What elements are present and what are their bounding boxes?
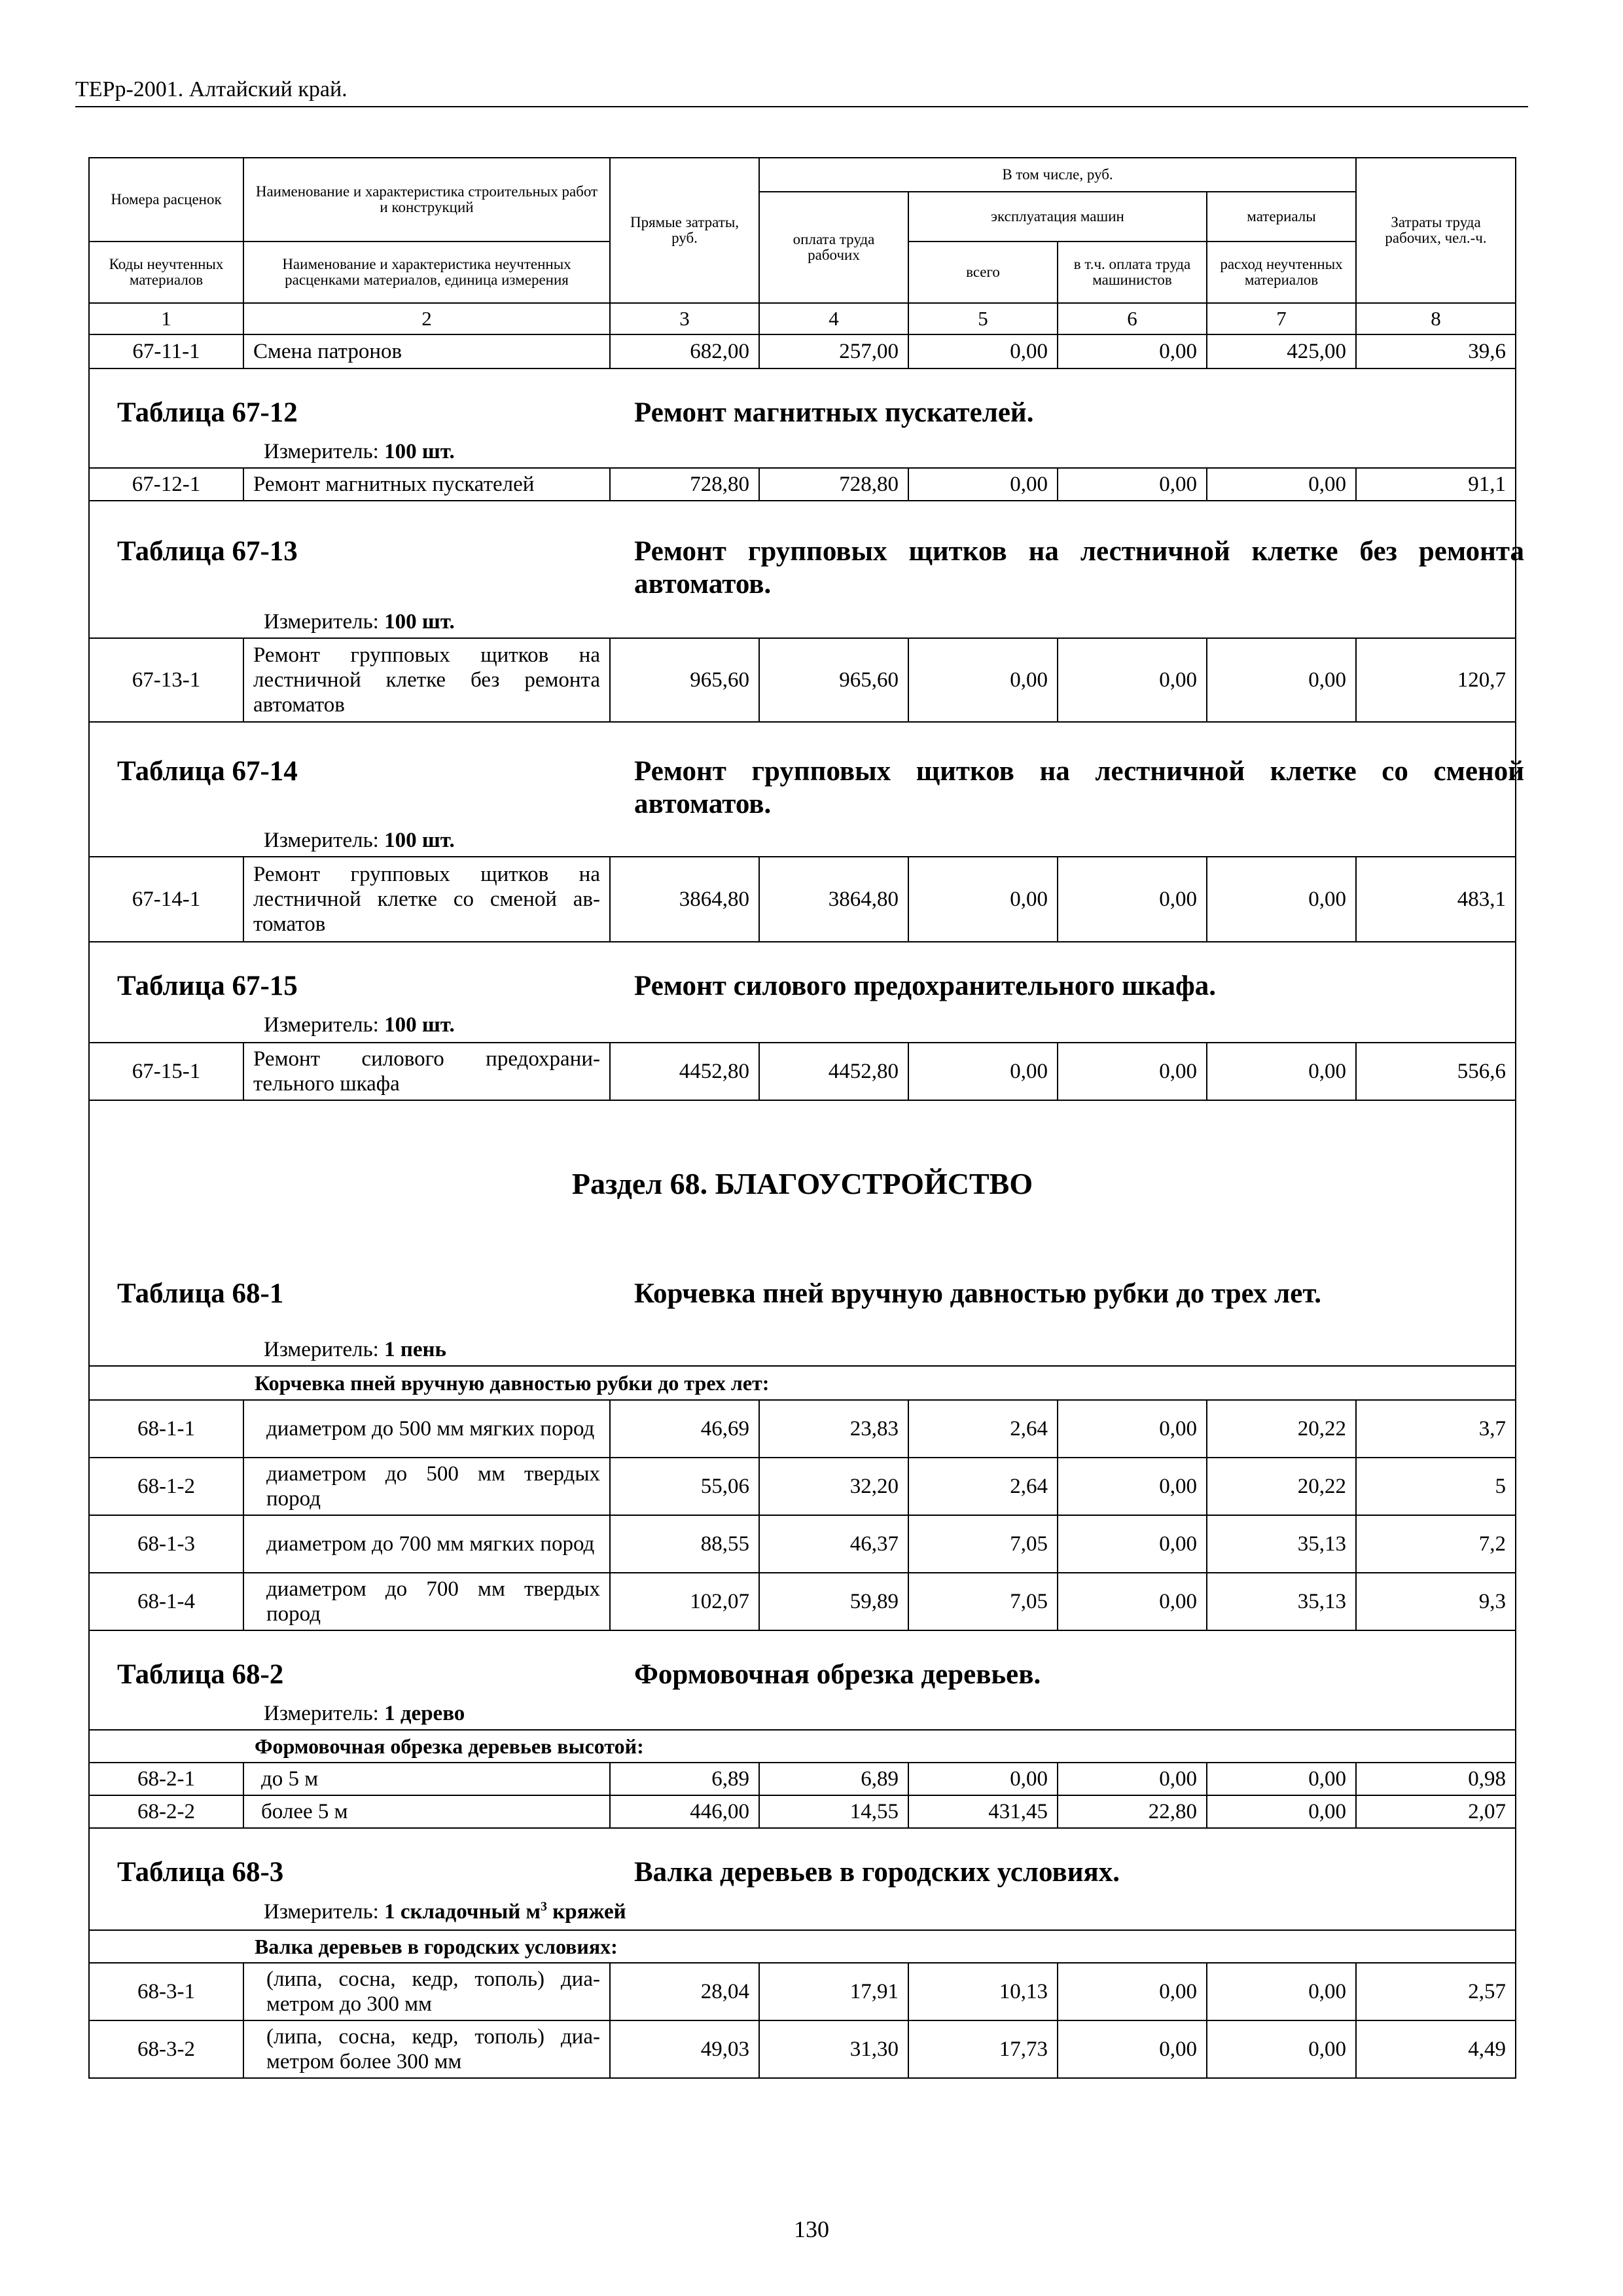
rate-code: 67-12-1 bbox=[89, 468, 243, 501]
table-label: Таблица 67-13 bbox=[117, 536, 298, 567]
rate-value: 0,00 bbox=[1207, 468, 1356, 501]
rate-value: 0,98 bbox=[1356, 1763, 1516, 1795]
rate-value: 88,55 bbox=[610, 1515, 759, 1573]
rate-value: 965,60 bbox=[759, 638, 908, 722]
rate-value: 32,20 bbox=[759, 1458, 908, 1515]
table-row bbox=[89, 334, 1516, 368]
rate-value: 0,00 bbox=[1058, 1458, 1207, 1515]
col-number: 3 bbox=[610, 303, 759, 334]
rate-value: 0,00 bbox=[1058, 1515, 1207, 1573]
rate-value: 23,83 bbox=[759, 1400, 908, 1458]
rate-value: 39,6 bbox=[1356, 334, 1516, 368]
rate-value: 91,1 bbox=[1356, 468, 1516, 501]
table-label: Таблица 68-2 bbox=[117, 1659, 284, 1690]
rate-value: 35,13 bbox=[1207, 1573, 1356, 1630]
rate-value: 0,00 bbox=[1058, 1763, 1207, 1795]
rate-code: 68-3-2 bbox=[89, 2020, 243, 2078]
measure-unit: Измеритель: 1 пень bbox=[264, 1338, 446, 1361]
rate-value: 556,6 bbox=[1356, 1043, 1516, 1100]
rate-value: 0,00 bbox=[1058, 638, 1207, 722]
rate-value: 728,80 bbox=[759, 468, 908, 501]
table-label: Таблица 67-12 bbox=[117, 397, 298, 428]
rate-value: 0,00 bbox=[1058, 2020, 1207, 2078]
rate-value: 0,00 bbox=[908, 468, 1058, 501]
rate-code: 68-1-2 bbox=[89, 1458, 243, 1515]
rate-value: 7,05 bbox=[908, 1573, 1058, 1630]
col-header-material-names: Наименование и характеристика неучтенных расценками материалов, единица измерения bbox=[243, 242, 610, 303]
table-title-row bbox=[89, 722, 1516, 857]
rate-value: 0,00 bbox=[1207, 1963, 1356, 2020]
rate-value: 0,00 bbox=[908, 334, 1058, 368]
col-header-materials: материалы bbox=[1207, 192, 1356, 242]
rate-value: 0,00 bbox=[1058, 857, 1207, 942]
col-number: 4 bbox=[759, 303, 908, 334]
measure-unit: Измеритель: 100 шт. bbox=[264, 440, 455, 463]
table-row bbox=[89, 2020, 1516, 2078]
table-row bbox=[89, 1043, 1516, 1100]
col-header-work-name: Наименование и характеристика строительных работ и конструкций bbox=[243, 158, 610, 242]
measure-unit: Измеритель: 100 шт. bbox=[264, 610, 455, 634]
col-number: 6 bbox=[1058, 303, 1207, 334]
rates-table-wrapper bbox=[88, 157, 1524, 2079]
rate-name: диаметром до 700 мм твердых пород bbox=[243, 1573, 610, 1630]
group-title: Корчевка пней вручную давностью рубки до трех лет: bbox=[89, 1366, 1516, 1400]
rate-code: 68-2-2 bbox=[89, 1795, 243, 1828]
table-title: Корчевка пней вручную давностью рубки до трех лет. bbox=[634, 1278, 1321, 1309]
rate-name: (липа, сосна, кедр, тополь) диаметром более 300 мм bbox=[243, 2020, 610, 2078]
rate-value: 7,05 bbox=[908, 1515, 1058, 1573]
rate-value: 0,00 bbox=[908, 638, 1058, 722]
col-header-direct-costs: Прямые затраты, руб. bbox=[610, 158, 759, 303]
group-title: Валка деревьев в городских условиях: bbox=[89, 1930, 1516, 1963]
rate-value: 425,00 bbox=[1207, 334, 1356, 368]
rate-name: Ремонт групповых щитков на лестничной клетке без ремонта автоматов bbox=[243, 638, 610, 722]
table-row bbox=[89, 857, 1516, 942]
measure-unit: Измеритель: 1 дерево bbox=[264, 1702, 465, 1725]
rate-code: 67-11-1 bbox=[89, 334, 243, 368]
rate-code: 68-2-1 bbox=[89, 1763, 243, 1795]
rate-value: 682,00 bbox=[610, 334, 759, 368]
rate-value: 0,00 bbox=[908, 1043, 1058, 1100]
rate-value: 0,00 bbox=[1058, 1573, 1207, 1630]
rate-value: 102,07 bbox=[610, 1573, 759, 1630]
rate-value: 0,00 bbox=[1058, 1963, 1207, 2020]
rate-name: Ремонт магнитных пускателей bbox=[243, 468, 610, 501]
rate-code: 68-3-1 bbox=[89, 1963, 243, 2020]
table-row bbox=[89, 1515, 1516, 1573]
table-title-row bbox=[89, 1630, 1516, 1730]
rate-value: 257,00 bbox=[759, 334, 908, 368]
rate-value: 0,00 bbox=[1058, 1400, 1207, 1458]
table-row bbox=[89, 1400, 1516, 1458]
rate-value: 0,00 bbox=[1207, 638, 1356, 722]
col-header-rate-numbers: Номера расценок bbox=[89, 158, 243, 242]
rate-value: 46,69 bbox=[610, 1400, 759, 1458]
table-label: Таблица 67-15 bbox=[117, 971, 298, 1001]
group-title: Формовочная обрезка деревьев высотой: bbox=[89, 1730, 1516, 1763]
table-label: Таблица 68-1 bbox=[117, 1278, 284, 1309]
rate-value: 5 bbox=[1356, 1458, 1516, 1515]
rate-name: до 5 м bbox=[243, 1763, 610, 1795]
col-number: 1 bbox=[89, 303, 243, 334]
table-title-row bbox=[89, 368, 1516, 468]
table-title: Валка деревьев в городских условиях. bbox=[634, 1857, 1120, 1888]
rate-name: диаметром до 500 мм мягких пород bbox=[243, 1400, 610, 1458]
rate-value: 0,00 bbox=[1207, 1763, 1356, 1795]
rate-value: 0,00 bbox=[908, 857, 1058, 942]
rate-value: 46,37 bbox=[759, 1515, 908, 1573]
table-row bbox=[89, 468, 1516, 501]
rate-value: 0,00 bbox=[1207, 2020, 1356, 2078]
page-number: 130 bbox=[794, 2216, 829, 2242]
rate-name: Ремонт групповых щитков на лестничной клетке со сменой автоматов bbox=[243, 857, 610, 942]
page-header: ТЕРр-2001. Алтайский край. bbox=[75, 77, 1528, 107]
rate-value: 728,80 bbox=[610, 468, 759, 501]
rate-value: 483,1 bbox=[1356, 857, 1516, 942]
col-header-materials-consumption: расход неучтенных материалов bbox=[1207, 242, 1356, 303]
rate-code: 68-1-1 bbox=[89, 1400, 243, 1458]
rate-value: 20,22 bbox=[1207, 1458, 1356, 1515]
section-row bbox=[89, 1100, 1516, 1255]
rate-value: 431,45 bbox=[908, 1795, 1058, 1828]
rate-value: 3,7 bbox=[1356, 1400, 1516, 1458]
rate-value: 7,2 bbox=[1356, 1515, 1516, 1573]
rate-name: диаметром до 500 мм твердых пород bbox=[243, 1458, 610, 1515]
table-title-row bbox=[89, 501, 1516, 638]
rate-value: 446,00 bbox=[610, 1795, 759, 1828]
rate-code: 67-15-1 bbox=[89, 1043, 243, 1100]
rate-name: диаметром до 700 мм мягких пород bbox=[243, 1515, 610, 1573]
col-number: 8 bbox=[1356, 303, 1516, 334]
table-title-row bbox=[89, 942, 1516, 1043]
rate-value: 4452,80 bbox=[610, 1043, 759, 1100]
rate-name: (липа, сосна, кедр, тополь) диаметром до 300 мм bbox=[243, 1963, 610, 2020]
table-row bbox=[89, 1795, 1516, 1828]
rate-value: 0,00 bbox=[908, 1763, 1058, 1795]
table-label: Таблица 67-14 bbox=[117, 756, 298, 787]
col-header-material-codes: Коды неучтенных материалов bbox=[89, 242, 243, 303]
rate-value: 55,06 bbox=[610, 1458, 759, 1515]
col-header-machines-total: всего bbox=[908, 242, 1058, 303]
col-header-machinist-wages: в т.ч. оплата труда машинистов bbox=[1058, 242, 1207, 303]
table-title: Формовочная обрезка деревьев. bbox=[634, 1659, 1041, 1690]
rate-value: 59,89 bbox=[759, 1573, 908, 1630]
rate-value: 4452,80 bbox=[759, 1043, 908, 1100]
col-header-machines: эксплуатация машин bbox=[908, 192, 1207, 242]
rate-code: 67-13-1 bbox=[89, 638, 243, 722]
table-label: Таблица 68-3 bbox=[117, 1857, 284, 1888]
rates-table bbox=[88, 157, 1524, 2079]
rate-value: 6,89 bbox=[759, 1763, 908, 1795]
rate-value: 0,00 bbox=[1207, 1795, 1356, 1828]
table-title: Ремонт силового предохранительного шкафа. bbox=[634, 971, 1217, 1001]
table-row bbox=[89, 1763, 1516, 1795]
rate-code: 67-14-1 bbox=[89, 857, 243, 942]
rate-value: 120,7 bbox=[1356, 638, 1516, 722]
rate-value: 2,64 bbox=[908, 1458, 1058, 1515]
col-header-labor-costs: Затраты труда рабочих, чел.-ч. bbox=[1356, 158, 1516, 303]
table-row bbox=[89, 638, 1516, 722]
rate-value: 17,91 bbox=[759, 1963, 908, 2020]
rate-name: Смена патронов bbox=[243, 334, 610, 368]
table-title-row bbox=[89, 1828, 1516, 1930]
col-number: 5 bbox=[908, 303, 1058, 334]
rate-value: 0,00 bbox=[1207, 857, 1356, 942]
rate-value: 31,30 bbox=[759, 2020, 908, 2078]
rate-value: 0,00 bbox=[1058, 1043, 1207, 1100]
rate-value: 10,13 bbox=[908, 1963, 1058, 2020]
group-row bbox=[89, 1366, 1516, 1400]
table-row bbox=[89, 1963, 1516, 2020]
measure-unit: Измеритель: 100 шт. bbox=[264, 829, 455, 852]
rate-code: 68-1-4 bbox=[89, 1573, 243, 1630]
rate-value: 2,07 bbox=[1356, 1795, 1516, 1828]
rate-value: 9,3 bbox=[1356, 1573, 1516, 1630]
rate-value: 2,64 bbox=[908, 1400, 1058, 1458]
measure-unit: Измеритель: 100 шт. bbox=[264, 1013, 455, 1037]
col-number: 2 bbox=[243, 303, 610, 334]
rate-value: 0,00 bbox=[1207, 1043, 1356, 1100]
rate-code: 68-1-3 bbox=[89, 1515, 243, 1573]
rate-value: 2,57 bbox=[1356, 1963, 1516, 2020]
measure-unit: Измеритель: 1 складочный $м^3$ кряжей bbox=[264, 1899, 626, 1924]
table-row bbox=[89, 1458, 1516, 1515]
table-title: Ремонт групповых щитков на лестничной клетке без ремонта автоматов. bbox=[634, 536, 1524, 600]
table-title: Ремонт магнитных пускателей. bbox=[634, 397, 1034, 428]
rate-name: более 5 м bbox=[243, 1795, 610, 1828]
col-header-in-total: В том числе, руб. bbox=[759, 158, 1356, 192]
rate-value: 20,22 bbox=[1207, 1400, 1356, 1458]
rate-value: 4,49 bbox=[1356, 2020, 1516, 2078]
section-title: Раздел 68. БЛАГОУСТРОЙСТВО bbox=[89, 1100, 1516, 1255]
table-title: Ремонт групповых щитков на лестничной клетке со сменой автоматов. bbox=[634, 756, 1524, 819]
rate-value: 14,55 bbox=[759, 1795, 908, 1828]
rate-value: 35,13 bbox=[1207, 1515, 1356, 1573]
rate-value: 17,73 bbox=[908, 2020, 1058, 2078]
rate-value: 6,89 bbox=[610, 1763, 759, 1795]
rate-value: 965,60 bbox=[610, 638, 759, 722]
rate-value: 28,04 bbox=[610, 1963, 759, 2020]
rate-value: 49,03 bbox=[610, 2020, 759, 2078]
rate-value: 3864,80 bbox=[610, 857, 759, 942]
col-header-wages: оплата труда рабочих bbox=[759, 192, 908, 303]
rate-value: 0,00 bbox=[1058, 334, 1207, 368]
col-number: 7 bbox=[1207, 303, 1356, 334]
rate-value: 3864,80 bbox=[759, 857, 908, 942]
table-row bbox=[89, 1573, 1516, 1630]
table-title-row bbox=[89, 1255, 1516, 1366]
rate-name: Ремонт силового предохранительного шкафа bbox=[243, 1043, 610, 1100]
rate-value: 0,00 bbox=[1058, 468, 1207, 501]
group-row bbox=[89, 1730, 1516, 1763]
rate-value: 22,80 bbox=[1058, 1795, 1207, 1828]
group-row bbox=[89, 1930, 1516, 1963]
